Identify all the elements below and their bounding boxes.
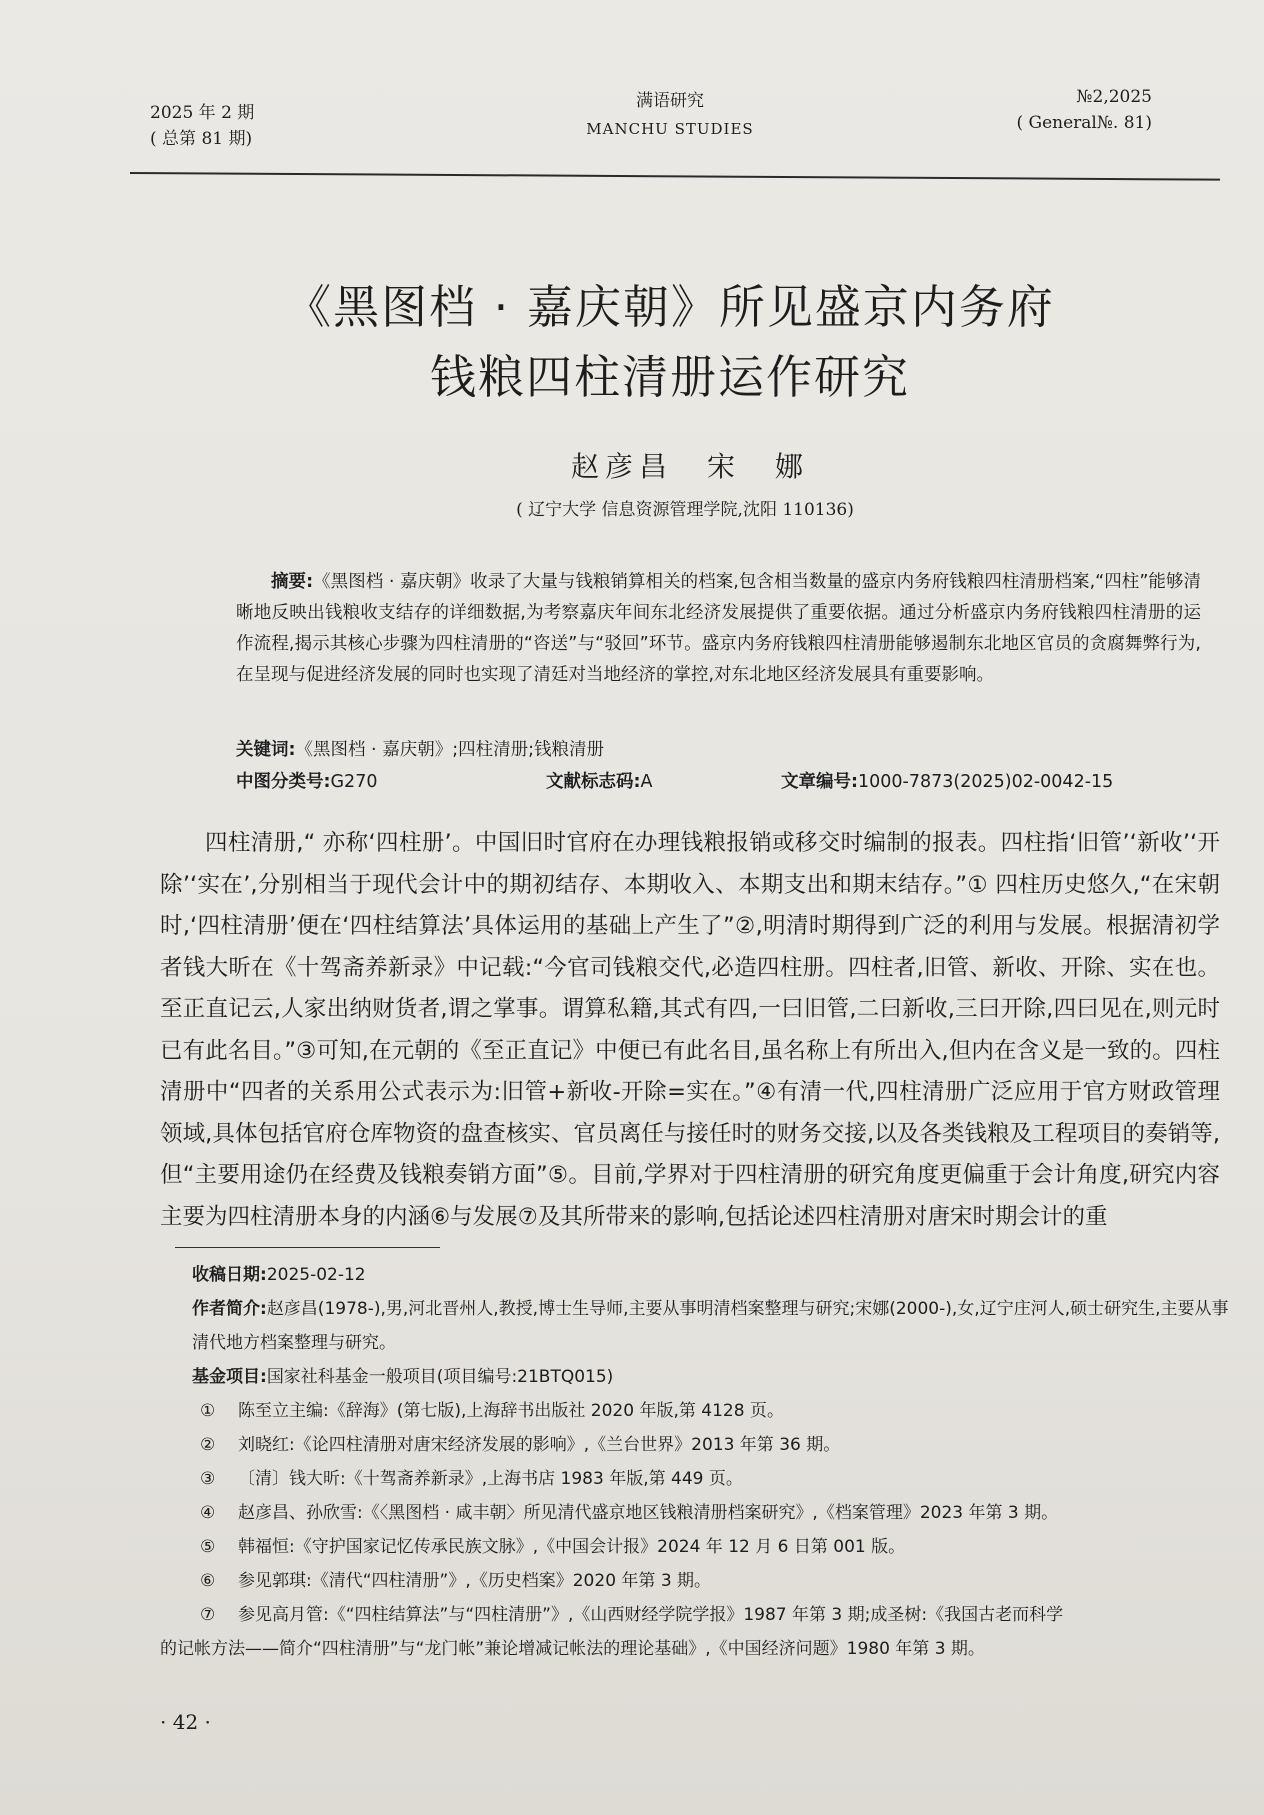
footnote-text: 陈至立主编:《辞海》(第七版),上海辞书出版社 2020 年版,第 4128 页。 (238, 1401, 784, 1421)
footnote-5 (160, 1530, 1235, 1564)
footnote-mark: ⑦ (200, 1605, 216, 1625)
footnote-rule (175, 1247, 440, 1248)
article-number (781, 767, 1113, 797)
doc-value: A (640, 772, 653, 792)
total-issue-number: ( 总第 81 期) (150, 129, 253, 149)
footnote-2 (160, 1428, 1235, 1462)
abstract-label: 摘要: (271, 572, 314, 592)
document-code (546, 767, 781, 797)
footnote-text: 〔清〕钱大昕:《十驾斋养新录》,上海书店 1983 年版,第 449 页。 (238, 1469, 743, 1489)
article-title (230, 272, 1110, 412)
footnote-mark: ⑤ (200, 1537, 216, 1557)
general-number-en: ( General№. 81) (1016, 113, 1152, 133)
authors: 赵彦昌 宋 娜 (570, 450, 809, 483)
header-journal (560, 88, 780, 142)
doc-label: 文献标志码: (546, 772, 641, 792)
footnote-mark: ① (200, 1401, 216, 1421)
clc-label: 中图分类号: (236, 772, 331, 792)
page-number: · 42 · (160, 1710, 211, 1734)
fund-label: 基金项目: (192, 1367, 267, 1387)
received-value: 2025-02-12 (266, 1265, 366, 1285)
footnote-mark: ⑥ (200, 1571, 216, 1591)
footnote-text: 刘晓红:《论四柱清册对唐宋经济发展的影响》,《兰台世界》2013 年第 36 期。 (238, 1435, 841, 1455)
keywords-text: 《黑图档 · 嘉庆朝》;四柱清册;钱粮清册 (295, 740, 604, 760)
footnote-text: 韩福恒:《守护国家记忆传承民族文脉》,《中国会计报》2024 年 12 月 6 日第 001 版。 (238, 1537, 906, 1557)
affiliation: ( 辽宁大学 信息资源管理学院,沈阳 110136) (516, 500, 854, 520)
footnote-7-continuation: 的记帐方法——简介“四柱清册”与“龙门帐”兼论增减记帐法的理论基础》,《中国经济问题》1980 年第 3 期。 (160, 1639, 985, 1659)
keywords (236, 735, 1201, 765)
author-bio (160, 1292, 1235, 1360)
footnote-mark: ③ (200, 1469, 216, 1489)
author-bio-label: 作者简介: (192, 1299, 267, 1319)
keywords-label: 关键词: (236, 740, 296, 760)
title-line-2: 钱粮四柱清册运作研究 (430, 350, 910, 404)
header-issue-en (1016, 84, 1152, 136)
body-paragraph: 四柱清册,“ 亦称‘四柱册’。中国旧时官府在办理钱粮报销或移交时编制的报表。四柱指‘旧管’‘新收’‘开除’‘实在’,分别相当于现代会计中的期初结存、本期收入、本期支出和期末结存。”① 四柱历史悠久,“在宋朝时,‘四柱清册’便在‘四柱结算法’具体运用的基础上产生了”②,明清时期得到广泛的利用与发展。根据清初学者钱大昕在《十驾斋养新录》中记载:“今官司钱粮交代,必造四柱册。四柱者,旧管、新收、开除、实在也。至正直记云,人家出纳财货者,谓之掌事。谓算私籍,其式有四,一曰旧管,二曰新收,三曰开除,四曰见在,则元时已有此名目。”③可知,在元朝的《至正直记》中便已有此名目,虽名称上有所出入,但内在含义是一致的。四柱清册中“四者的关系用公式表示为:旧管+新收-开除=实在。”④有清一代,四柱清册广泛应用于官方财政管理领域,具体包括官府仓库物资的盘查核实、官员离任与接任时的财务交接,以及各类钱粮及工程项目的奏销等,但“主要用途仍在经费及钱粮奏销方面”⑤。目前,学界对于四柱清册的研究角度更偏重于会计角度,研究内容主要为四柱清册本身的内涵⑥与发展⑦及其所带来的影响,包括论述四柱清册对唐宋时期会计的重 (160, 830, 1220, 1230)
fund-text: 国家社科基金一般项目(项目编号:21BTQ015) (266, 1367, 614, 1387)
footnote-7 (160, 1598, 1235, 1632)
clc-code (236, 767, 546, 797)
footnote-4 (160, 1496, 1235, 1530)
received-date (160, 1258, 1235, 1292)
header-issue (150, 100, 254, 152)
abstract (236, 567, 1201, 691)
classification-line (236, 767, 1201, 797)
header-rule (130, 172, 1220, 181)
body-text (160, 823, 1220, 1238)
footnote-mark: ② (200, 1435, 216, 1455)
abstract-text: 《黑图档 · 嘉庆朝》收录了大量与钱粮销算相关的档案,包含相当数量的盛京内务府钱粮四柱清册档案,“四柱”能够清晰地反映出钱粮收支结存的详细数据,为考察嘉庆年间东北经济发展提供了重要依据。通过分析盛京内务府钱粮四柱清册的运作流程,揭示其核心步骤为四柱清册的“咨送”与“驳回”环节。盛京内务府钱粮四柱清册能够遏制东北地区官员的贪腐舞弊行为,在呈现与促进经济发展的同时也实现了清廷对当地经济的掌控,对东北地区经济发展具有重要影响。 (236, 572, 1201, 685)
article-value: 1000-7873(2025)02-0042-15 (858, 772, 1114, 792)
clc-value: G270 (330, 772, 378, 792)
footnote-3 (160, 1462, 1235, 1496)
author-bio-text: 赵彦昌(1978-),男,河北晋州人,教授,博士生导师,主要从事明清档案整理与研究;宋娜(2000-),女,辽宁庄河人,硕士研究生,主要从事清代地方档案整理与研究。 (192, 1299, 1229, 1353)
footnote-mark: ④ (200, 1503, 216, 1523)
title-line-1: 《黑图档 · 嘉庆朝》所见盛京内务府 (285, 280, 1055, 334)
footnote-1 (160, 1394, 1235, 1428)
journal-name-cn: 满语研究 (636, 91, 704, 111)
footnote-text: 赵彦昌、孙欣雪:《〈黑图档 · 咸丰朝〉所见清代盛京地区钱粮清册档案研究》,《档案管理》2023 年第 3 期。 (238, 1503, 1059, 1523)
footnote-text: 参见高月管:《“四柱结算法”与“四柱清册”》,《山西财经学院学报》1987 年第 3 期;成圣树:《我国古老而科学 (238, 1605, 1064, 1625)
article-label: 文章编号: (781, 772, 858, 792)
footnote-6 (160, 1564, 1235, 1598)
received-label: 收稿日期: (192, 1265, 267, 1285)
issue-number-en: №2,2025 (1076, 87, 1152, 107)
fund-info (160, 1360, 1235, 1394)
footnotes (160, 1258, 1235, 1666)
issue-number: 2025 年 2 期 (150, 103, 255, 123)
footnote-text: 参见郭琪:《清代“四柱清册”》,《历史档案》2020 年第 3 期。 (238, 1571, 712, 1591)
journal-name-en: MANCHU STUDIES (586, 120, 754, 138)
